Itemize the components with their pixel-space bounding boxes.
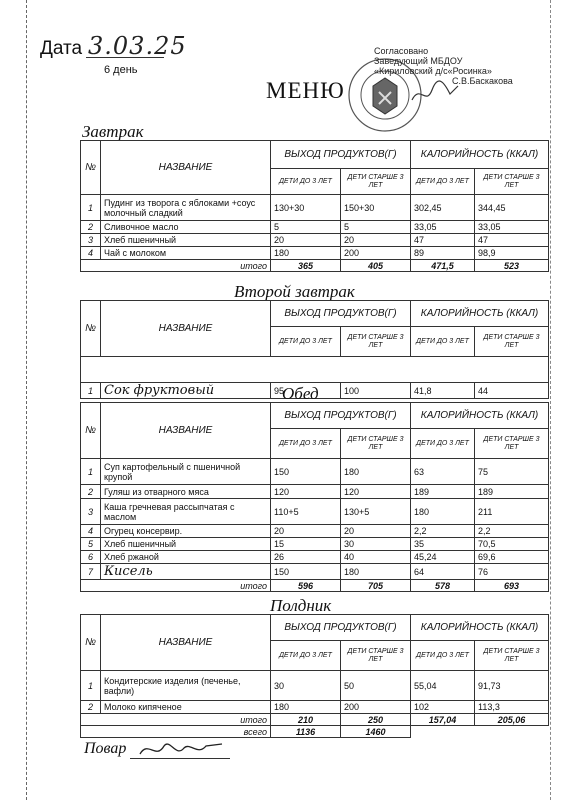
row-out-under3: 180 <box>271 247 341 260</box>
row-no: 1 <box>81 195 101 221</box>
approval-line-1: Согласовано <box>374 46 429 56</box>
approval-line-3: «Кириловский д/с«Росинка» <box>374 66 492 76</box>
approval-line-4: С.В.Баскакова <box>452 76 513 86</box>
row-name: Кондитерские изделия (печенье, вафли) <box>101 671 271 701</box>
row-out-over3: 100 <box>341 383 411 399</box>
row-no: 3 <box>81 234 101 247</box>
row-cal-over3: 189 <box>475 485 549 499</box>
row-out-under3: 150 <box>271 459 341 485</box>
row-out-under3: 26 <box>271 551 341 564</box>
row-name: Гуляш из отварного мяса <box>101 485 271 499</box>
grand-total-out-over3: 1460 <box>341 726 411 738</box>
row-out-over3: 180 <box>341 564 411 580</box>
row-no: 6 <box>81 551 101 564</box>
row-out-over3: 180 <box>341 459 411 485</box>
total-out-under3: 596 <box>271 580 341 592</box>
row-name: Суп картофельный с пшеничной крупой <box>101 459 271 485</box>
col-header-output-over3: ДЕТИ СТАРШЕ 3 ЛЕТ <box>341 169 411 195</box>
date-value: 3.03.25 <box>88 32 187 60</box>
right-margin-line <box>550 0 552 800</box>
total-cal-over3: 693 <box>475 580 549 592</box>
table-row <box>81 221 549 234</box>
row-out-under3: 110+5 <box>271 499 341 525</box>
menu-title: МЕНЮ <box>266 78 345 103</box>
total-cal-under3: 578 <box>411 580 475 592</box>
row-out-under3: 130+30 <box>271 195 341 221</box>
row-name: Хлеб пшеничный <box>101 538 271 551</box>
row-no: 2 <box>81 221 101 234</box>
total-out-under3: 210 <box>271 714 341 726</box>
row-cal-under3: 33,05 <box>411 221 475 234</box>
row-name: Огурец консервир. <box>101 525 271 538</box>
row-out-over3: 40 <box>341 551 411 564</box>
row-cal-over3: 33,05 <box>475 221 549 234</box>
row-cal-under3: 47 <box>411 234 475 247</box>
row-name: Хлеб пшеничный <box>101 234 271 247</box>
row-name: Молоко кипяченое <box>101 701 271 714</box>
row-cal-under3: 189 <box>411 485 475 499</box>
date-label: Дата <box>40 38 83 59</box>
row-cal-over3: 75 <box>475 459 549 485</box>
col-header-name: НАЗВАНИЕ <box>101 301 271 357</box>
col-header-no: № <box>81 301 101 357</box>
col-header-output: ВЫХОД ПРОДУКТОВ(Г) <box>271 301 411 327</box>
col-header-name: НАЗВАНИЕ <box>101 403 271 459</box>
col-header-output-over3: ДЕТИ СТАРШЕ 3 ЛЕТ <box>341 327 411 357</box>
row-cal-under3: 45,24 <box>411 551 475 564</box>
row-no: 5 <box>81 538 101 551</box>
col-header-no: № <box>81 615 101 671</box>
lunch-table <box>80 402 549 592</box>
row-name: Чай с молоком <box>101 247 271 260</box>
row-cal-under3: 2,2 <box>411 525 475 538</box>
table-row <box>81 525 549 538</box>
row-no: 2 <box>81 701 101 714</box>
left-margin-line <box>26 0 28 800</box>
total-label: итого <box>81 580 271 592</box>
table-row <box>81 551 549 564</box>
row-cal-under3: 180 <box>411 499 475 525</box>
breakfast-table <box>80 140 549 272</box>
col-header-name: НАЗВАНИЕ <box>101 615 271 671</box>
total-row <box>81 580 549 592</box>
row-no: 1 <box>81 459 101 485</box>
row-cal-under3: 302,45 <box>411 195 475 221</box>
table-row <box>81 459 549 485</box>
total-cal-under3: 471,5 <box>411 260 475 272</box>
row-cal-over3: 44 <box>475 383 549 399</box>
col-header-no: № <box>81 141 101 195</box>
section-title-lunch: Обед <box>282 384 319 403</box>
row-out-under3: 15 <box>271 538 341 551</box>
total-cal-under3: 157,04 <box>411 714 475 726</box>
total-cal-over3: 523 <box>475 260 549 272</box>
col-header-cal-under3: ДЕТИ ДО 3 ЛЕТ <box>411 169 475 195</box>
row-name: Хлеб ржаной <box>101 551 271 564</box>
col-header-name: НАЗВАНИЕ <box>101 141 271 195</box>
row-no: 1 <box>81 383 101 399</box>
director-signature-icon <box>410 80 460 106</box>
row-no: 4 <box>81 525 101 538</box>
row-no: 3 <box>81 499 101 525</box>
table-row <box>81 671 549 701</box>
table-row <box>81 538 549 551</box>
col-header-output: ВЫХОД ПРОДУКТОВ(Г) <box>271 403 411 429</box>
col-header-cal-under3: ДЕТИ ДО 3 ЛЕТ <box>411 327 475 357</box>
row-cal-under3: 63 <box>411 459 475 485</box>
total-label: итого <box>81 260 271 272</box>
row-out-under3: 30 <box>271 671 341 701</box>
row-out-under3: 20 <box>271 234 341 247</box>
table-row <box>81 195 549 221</box>
col-header-cal-under3: ДЕТИ ДО 3 ЛЕТ <box>411 429 475 459</box>
row-out-over3: 200 <box>341 247 411 260</box>
total-out-over3: 405 <box>341 260 411 272</box>
row-cal-over3: 47 <box>475 234 549 247</box>
col-header-cal-over3: ДЕТИ СТАРШЕ 3 ЛЕТ <box>475 641 549 671</box>
col-header-cal-over3: ДЕТИ СТАРШЕ 3 ЛЕТ <box>475 327 549 357</box>
row-cal-under3: 35 <box>411 538 475 551</box>
row-cal-under3: 41,8 <box>411 383 475 399</box>
row-cal-over3: 76 <box>475 564 549 580</box>
table-row <box>81 485 549 499</box>
row-no: 2 <box>81 485 101 499</box>
section-title-snack: Полдник <box>270 596 332 615</box>
col-header-calories: КАЛОРИЙНОСТЬ (ККАЛ) <box>411 615 549 641</box>
section-title-breakfast: Завтрак <box>82 122 144 141</box>
col-header-output-under3: ДЕТИ ДО 3 ЛЕТ <box>271 169 341 195</box>
col-header-output-over3: ДЕТИ СТАРШЕ 3 ЛЕТ <box>341 641 411 671</box>
row-name: Пудинг из творога с яблоками +соус молочный сладкий <box>101 195 271 221</box>
row-cal-under3: 89 <box>411 247 475 260</box>
row-cal-over3: 113,3 <box>475 701 549 714</box>
col-header-output-under3: ДЕТИ ДО 3 ЛЕТ <box>271 429 341 459</box>
cook-label: Повар <box>84 740 127 757</box>
total-cal-over3: 205,06 <box>475 714 549 726</box>
total-out-over3: 250 <box>341 714 411 726</box>
row-cal-over3: 69,6 <box>475 551 549 564</box>
grand-total-label: всего <box>81 726 271 738</box>
row-cal-over3: 211 <box>475 499 549 525</box>
col-header-cal-under3: ДЕТИ ДО 3 ЛЕТ <box>411 641 475 671</box>
row-out-over3: 120 <box>341 485 411 499</box>
row-out-over3: 200 <box>341 701 411 714</box>
grand-total-out-under3: 1136 <box>271 726 341 738</box>
total-out-over3: 705 <box>341 580 411 592</box>
row-cal-over3: 91,73 <box>475 671 549 701</box>
total-row <box>81 260 549 272</box>
table-row <box>81 564 549 580</box>
row-cal-over3: 70,5 <box>475 538 549 551</box>
table-row <box>81 499 549 525</box>
table-row <box>81 247 549 260</box>
row-out-over3: 150+30 <box>341 195 411 221</box>
col-header-no: № <box>81 403 101 459</box>
col-header-calories: КАЛОРИЙНОСТЬ (ККАЛ) <box>411 301 549 327</box>
row-out-over3: 20 <box>341 234 411 247</box>
col-header-cal-over3: ДЕТИ СТАРШЕ 3 ЛЕТ <box>475 429 549 459</box>
total-out-under3: 365 <box>271 260 341 272</box>
section-title-second-breakfast: Второй завтрак <box>234 282 355 301</box>
total-label: итого <box>81 714 271 726</box>
row-out-under3: 120 <box>271 485 341 499</box>
row-cal-under3: 55,04 <box>411 671 475 701</box>
total-row <box>81 714 549 726</box>
row-no: 7 <box>81 564 101 580</box>
row-no: 1 <box>81 671 101 701</box>
col-header-cal-over3: ДЕТИ СТАРШЕ 3 ЛЕТ <box>475 169 549 195</box>
col-header-output-over3: ДЕТИ СТАРШЕ 3 ЛЕТ <box>341 429 411 459</box>
row-cal-over3: 344,45 <box>475 195 549 221</box>
col-header-calories: КАЛОРИЙНОСТЬ (ККАЛ) <box>411 141 549 169</box>
row-out-over3: 5 <box>341 221 411 234</box>
row-out-under3: 20 <box>271 525 341 538</box>
col-header-output: ВЫХОД ПРОДУКТОВ(Г) <box>271 141 411 169</box>
row-name: Сливочное масло <box>101 221 271 234</box>
row-name: Каша гречневая рассыпчатая с маслом <box>101 499 271 525</box>
row-cal-over3: 2,2 <box>475 525 549 538</box>
day-number: 6 день <box>104 64 138 76</box>
col-header-output: ВЫХОД ПРОДУКТОВ(Г) <box>271 615 411 641</box>
col-header-output-under3: ДЕТИ ДО 3 ЛЕТ <box>271 641 341 671</box>
table-row <box>81 234 549 247</box>
approval-line-2: Заведующий МБДОУ <box>374 56 463 66</box>
col-header-output-under3: ДЕТИ ДО 3 ЛЕТ <box>271 327 341 357</box>
row-out-under3: 5 <box>271 221 341 234</box>
row-out-over3: 50 <box>341 671 411 701</box>
row-cal-over3: 98,9 <box>475 247 549 260</box>
row-name-handwritten: Сок фруктовый <box>101 383 271 399</box>
table-row <box>81 701 549 714</box>
row-no: 4 <box>81 247 101 260</box>
row-out-under3: 150 <box>271 564 341 580</box>
row-out-over3: 30 <box>341 538 411 551</box>
row-name-handwritten: Кисель <box>101 564 271 580</box>
row-out-under3: 180 <box>271 701 341 714</box>
row-out-over3: 20 <box>341 525 411 538</box>
col-header-calories: КАЛОРИЙНОСТЬ (ККАЛ) <box>411 403 549 429</box>
row-out-under3: 95 <box>271 383 341 399</box>
row-cal-under3: 64 <box>411 564 475 580</box>
signature-line <box>130 758 230 759</box>
row-cal-under3: 102 <box>411 701 475 714</box>
snack-table <box>80 614 549 738</box>
date-underline <box>86 57 164 58</box>
row-out-over3: 130+5 <box>341 499 411 525</box>
